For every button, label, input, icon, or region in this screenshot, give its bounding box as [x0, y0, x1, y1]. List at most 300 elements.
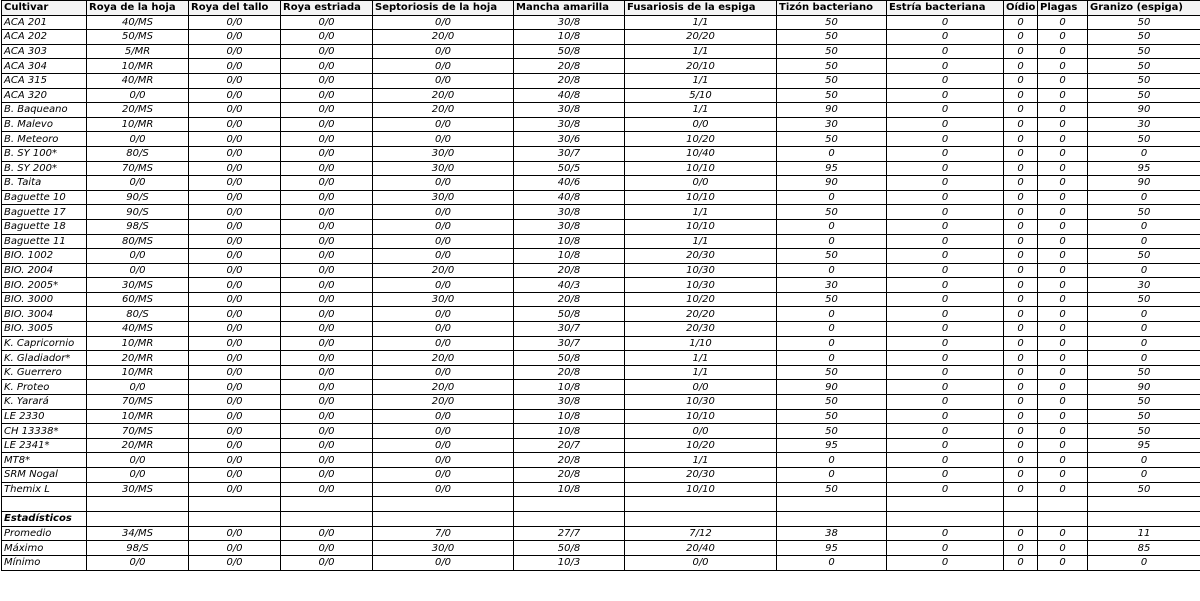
value-cell: 0 — [1004, 190, 1038, 205]
value-cell: 0/0 — [281, 292, 373, 307]
value-cell: 27/7 — [514, 526, 625, 541]
value-cell: 40/3 — [514, 278, 625, 293]
column-header: Fusariosis de la espiga — [625, 1, 777, 16]
value-cell: 0/0 — [373, 424, 514, 439]
value-cell: 0/0 — [189, 453, 281, 468]
value-cell: 10/30 — [625, 263, 777, 278]
value-cell: 0 — [1038, 59, 1088, 74]
value-cell: 90 — [777, 103, 887, 118]
value-cell: 0 — [1004, 526, 1038, 541]
value-cell: 30/7 — [514, 322, 625, 337]
empty-cell — [2, 497, 87, 512]
value-cell: 0 — [887, 307, 1004, 322]
value-cell: 0/0 — [189, 88, 281, 103]
value-cell: 0 — [1038, 132, 1088, 147]
row-label-cell: Baguette 17 — [2, 205, 87, 220]
value-cell: 0 — [1004, 453, 1038, 468]
value-cell: 0/0 — [281, 59, 373, 74]
value-cell: 50 — [777, 59, 887, 74]
value-cell: 20/MR — [87, 438, 189, 453]
value-cell: 0 — [887, 190, 1004, 205]
row-label-cell: BIO. 1002 — [2, 249, 87, 264]
empty-cell — [777, 512, 887, 527]
value-cell: 10/MR — [87, 336, 189, 351]
row-label-cell: Baguette 11 — [2, 234, 87, 249]
value-cell: 0 — [1004, 409, 1038, 424]
value-cell: 10/10 — [625, 219, 777, 234]
value-cell: 30/8 — [514, 395, 625, 410]
value-cell: 5/MR — [87, 44, 189, 59]
value-cell: 0 — [1088, 190, 1200, 205]
value-cell: 0/0 — [189, 555, 281, 570]
value-cell: 0 — [887, 176, 1004, 191]
value-cell: 0 — [887, 117, 1004, 132]
value-cell: 0 — [777, 322, 887, 337]
value-cell: 0 — [1038, 336, 1088, 351]
value-cell: 30 — [1088, 117, 1200, 132]
value-cell: 10/8 — [514, 249, 625, 264]
value-cell: 50 — [777, 482, 887, 497]
value-cell: 0/0 — [281, 336, 373, 351]
value-cell: 0 — [777, 351, 887, 366]
value-cell: 50/MS — [87, 30, 189, 45]
value-cell: 0 — [1038, 351, 1088, 366]
value-cell: 20/MR — [87, 351, 189, 366]
value-cell: 50/8 — [514, 351, 625, 366]
table-row — [2, 351, 1200, 366]
value-cell: 0 — [777, 307, 887, 322]
value-cell: 0 — [887, 30, 1004, 45]
value-cell: 0/0 — [373, 219, 514, 234]
value-cell: 50 — [777, 15, 887, 30]
value-cell: 0/0 — [189, 541, 281, 556]
row-label-cell: K. Capricornio — [2, 336, 87, 351]
value-cell: 30/8 — [514, 117, 625, 132]
value-cell: 0/0 — [189, 307, 281, 322]
value-cell: 10/3 — [514, 555, 625, 570]
value-cell: 0 — [1038, 146, 1088, 161]
value-cell: 0/0 — [281, 161, 373, 176]
value-cell: 0 — [887, 146, 1004, 161]
value-cell: 50 — [777, 395, 887, 410]
value-cell: 0 — [887, 249, 1004, 264]
value-cell: 30/8 — [514, 219, 625, 234]
value-cell: 0/0 — [281, 263, 373, 278]
value-cell: 20/8 — [514, 365, 625, 380]
table-row — [2, 88, 1200, 103]
row-label-cell: BIO. 3004 — [2, 307, 87, 322]
value-cell: 30 — [1088, 278, 1200, 293]
value-cell: 0 — [1038, 424, 1088, 439]
value-cell: 0 — [1088, 219, 1200, 234]
column-header: Roya de la hoja — [87, 1, 189, 16]
value-cell: 20/10 — [625, 59, 777, 74]
table-row — [2, 219, 1200, 234]
value-cell: 0/0 — [189, 103, 281, 118]
value-cell: 0/0 — [189, 73, 281, 88]
row-label-cell: BIO. 2005* — [2, 278, 87, 293]
value-cell: 0/0 — [373, 482, 514, 497]
value-cell: 0 — [1088, 351, 1200, 366]
value-cell: 0 — [1038, 380, 1088, 395]
value-cell: 1/1 — [625, 103, 777, 118]
value-cell: 20/0 — [373, 351, 514, 366]
value-cell: 0/0 — [373, 117, 514, 132]
value-cell: 0 — [1088, 453, 1200, 468]
value-cell: 1/1 — [625, 453, 777, 468]
value-cell: 0 — [887, 88, 1004, 103]
value-cell: 0/0 — [281, 73, 373, 88]
value-cell: 0 — [1004, 59, 1038, 74]
value-cell: 20/0 — [373, 88, 514, 103]
value-cell: 0 — [777, 146, 887, 161]
row-label-cell: LE 2330 — [2, 409, 87, 424]
value-cell: 95 — [777, 161, 887, 176]
value-cell: 30/0 — [373, 541, 514, 556]
value-cell: 10/20 — [625, 292, 777, 307]
value-cell: 0 — [887, 541, 1004, 556]
value-cell: 7/12 — [625, 526, 777, 541]
value-cell: 0 — [1038, 190, 1088, 205]
value-cell: 0 — [1004, 424, 1038, 439]
row-label-cell: B. SY 100* — [2, 146, 87, 161]
value-cell: 95 — [777, 541, 887, 556]
row-label-cell: Mínimo — [2, 555, 87, 570]
value-cell: 0 — [1004, 292, 1038, 307]
value-cell: 0/0 — [189, 526, 281, 541]
value-cell: 20/30 — [625, 468, 777, 483]
value-cell: 0 — [887, 292, 1004, 307]
value-cell: 50 — [1088, 424, 1200, 439]
value-cell: 50 — [1088, 59, 1200, 74]
separator-row — [2, 497, 1200, 512]
value-cell: 0 — [887, 205, 1004, 220]
value-cell: 50 — [777, 249, 887, 264]
value-cell: 0 — [1004, 234, 1038, 249]
value-cell: 0/0 — [625, 380, 777, 395]
value-cell: 0 — [887, 424, 1004, 439]
value-cell: 50 — [1088, 30, 1200, 45]
value-cell: 0/0 — [189, 409, 281, 424]
value-cell: 0/0 — [281, 176, 373, 191]
value-cell: 0/0 — [281, 249, 373, 264]
value-cell: 20/7 — [514, 438, 625, 453]
value-cell: 0 — [1088, 307, 1200, 322]
value-cell: 0/0 — [281, 541, 373, 556]
value-cell: 50 — [777, 88, 887, 103]
value-cell: 0 — [887, 278, 1004, 293]
value-cell: 0/0 — [87, 132, 189, 147]
table-row — [2, 176, 1200, 191]
value-cell: 0/0 — [281, 409, 373, 424]
value-cell: 0 — [1038, 541, 1088, 556]
value-cell: 0/0 — [189, 424, 281, 439]
table-row — [2, 59, 1200, 74]
value-cell: 0 — [777, 555, 887, 570]
value-cell: 0/0 — [281, 219, 373, 234]
value-cell: 0/0 — [87, 249, 189, 264]
value-cell: 30/MS — [87, 278, 189, 293]
empty-cell — [1004, 497, 1038, 512]
value-cell: 50 — [777, 424, 887, 439]
empty-cell — [625, 497, 777, 512]
value-cell: 5/10 — [625, 88, 777, 103]
value-cell: 0/0 — [281, 117, 373, 132]
value-cell: 30/0 — [373, 161, 514, 176]
value-cell: 0/0 — [87, 453, 189, 468]
value-cell: 0 — [1004, 73, 1038, 88]
value-cell: 0 — [1038, 117, 1088, 132]
empty-cell — [189, 512, 281, 527]
value-cell: 0 — [1004, 541, 1038, 556]
value-cell: 0/0 — [189, 322, 281, 337]
empty-cell — [87, 512, 189, 527]
value-cell: 0/0 — [189, 132, 281, 147]
value-cell: 0/0 — [373, 234, 514, 249]
value-cell: 0 — [887, 482, 1004, 497]
value-cell: 0/0 — [189, 234, 281, 249]
value-cell: 20/8 — [514, 468, 625, 483]
value-cell: 0/0 — [281, 351, 373, 366]
value-cell: 0 — [1088, 234, 1200, 249]
value-cell: 30/8 — [514, 15, 625, 30]
value-cell: 10/MR — [87, 365, 189, 380]
value-cell: 40/MS — [87, 15, 189, 30]
row-label-cell: B. SY 200* — [2, 161, 87, 176]
value-cell: 70/MS — [87, 161, 189, 176]
table-row — [2, 307, 1200, 322]
value-cell: 0/0 — [281, 453, 373, 468]
value-cell: 0/0 — [281, 468, 373, 483]
value-cell: 40/6 — [514, 176, 625, 191]
value-cell: 0 — [777, 453, 887, 468]
value-cell: 0/0 — [281, 526, 373, 541]
value-cell: 0 — [887, 555, 1004, 570]
table-row — [2, 44, 1200, 59]
column-header: Estría bacteriana — [887, 1, 1004, 16]
value-cell: 0/0 — [281, 190, 373, 205]
value-cell: 85 — [1088, 541, 1200, 556]
value-cell: 40/MS — [87, 322, 189, 337]
value-cell: 0 — [777, 263, 887, 278]
value-cell: 0 — [1038, 322, 1088, 337]
value-cell: 0/0 — [189, 395, 281, 410]
value-cell: 90 — [1088, 176, 1200, 191]
value-cell: 10/10 — [625, 482, 777, 497]
table-row — [2, 205, 1200, 220]
row-label-cell: ACA 303 — [2, 44, 87, 59]
empty-cell — [189, 497, 281, 512]
value-cell: 30/8 — [514, 103, 625, 118]
value-cell: 0/0 — [189, 44, 281, 59]
value-cell: 1/1 — [625, 73, 777, 88]
value-cell: 0 — [1038, 161, 1088, 176]
value-cell: 0/0 — [373, 205, 514, 220]
value-cell: 0 — [1038, 73, 1088, 88]
value-cell: 10/MR — [87, 117, 189, 132]
value-cell: 10/20 — [625, 438, 777, 453]
value-cell: 0 — [1004, 161, 1038, 176]
row-label-cell: K. Proteo — [2, 380, 87, 395]
value-cell: 40/MR — [87, 73, 189, 88]
value-cell: 50 — [1088, 249, 1200, 264]
empty-cell — [1004, 512, 1038, 527]
value-cell: 30/7 — [514, 336, 625, 351]
empty-cell — [625, 512, 777, 527]
table-row — [2, 103, 1200, 118]
value-cell: 0/0 — [189, 365, 281, 380]
value-cell: 20/8 — [514, 263, 625, 278]
value-cell: 0/0 — [281, 555, 373, 570]
value-cell: 0/0 — [281, 146, 373, 161]
column-header: Septoriosis de la hoja — [373, 1, 514, 16]
value-cell: 0 — [1038, 234, 1088, 249]
value-cell: 0 — [887, 468, 1004, 483]
value-cell: 0/0 — [189, 30, 281, 45]
empty-cell — [1038, 512, 1088, 527]
value-cell: 50 — [777, 292, 887, 307]
column-header: Tizón bacteriano — [777, 1, 887, 16]
row-label-cell: SRM Nogal — [2, 468, 87, 483]
table-row — [2, 409, 1200, 424]
value-cell: 20/8 — [514, 73, 625, 88]
value-cell: 20/8 — [514, 453, 625, 468]
value-cell: 1/1 — [625, 365, 777, 380]
value-cell: 20/8 — [514, 292, 625, 307]
value-cell: 0 — [887, 395, 1004, 410]
column-header: Roya estriada — [281, 1, 373, 16]
row-label-cell: BIO. 3005 — [2, 322, 87, 337]
empty-cell — [777, 497, 887, 512]
column-header: Cultivar — [2, 1, 87, 16]
value-cell: 0/0 — [189, 219, 281, 234]
value-cell: 0/0 — [87, 380, 189, 395]
value-cell: 70/MS — [87, 395, 189, 410]
value-cell: 0 — [1088, 336, 1200, 351]
value-cell: 10/8 — [514, 482, 625, 497]
row-label-cell: MT8* — [2, 453, 87, 468]
value-cell: 0/0 — [281, 278, 373, 293]
value-cell: 0 — [1004, 307, 1038, 322]
value-cell: 50 — [777, 44, 887, 59]
value-cell: 10/MR — [87, 59, 189, 74]
value-cell: 0/0 — [373, 365, 514, 380]
table-row — [2, 249, 1200, 264]
value-cell: 10/8 — [514, 234, 625, 249]
row-label-cell: B. Meteoro — [2, 132, 87, 147]
value-cell: 90/S — [87, 205, 189, 220]
value-cell: 0/0 — [281, 234, 373, 249]
value-cell: 0 — [1038, 526, 1088, 541]
row-label-cell: BIO. 2004 — [2, 263, 87, 278]
value-cell: 0/0 — [189, 205, 281, 220]
value-cell: 0 — [1038, 468, 1088, 483]
value-cell: 50 — [1088, 482, 1200, 497]
value-cell: 0/0 — [87, 468, 189, 483]
row-label-cell: ACA 202 — [2, 30, 87, 45]
value-cell: 0/0 — [281, 322, 373, 337]
value-cell: 0 — [1038, 278, 1088, 293]
value-cell: 0 — [1004, 44, 1038, 59]
value-cell: 0/0 — [373, 249, 514, 264]
value-cell: 0/0 — [189, 278, 281, 293]
table-row — [2, 73, 1200, 88]
value-cell: 0 — [1004, 322, 1038, 337]
table-row — [2, 322, 1200, 337]
value-cell: 20/30 — [625, 249, 777, 264]
value-cell: 0 — [1038, 30, 1088, 45]
value-cell: 0/0 — [281, 15, 373, 30]
value-cell: 0/0 — [281, 132, 373, 147]
value-cell: 0/0 — [281, 205, 373, 220]
value-cell: 0 — [1004, 205, 1038, 220]
value-cell: 30/8 — [514, 205, 625, 220]
value-cell: 0/0 — [189, 146, 281, 161]
row-label-cell: LE 2341* — [2, 438, 87, 453]
row-label-cell: K. Yarará — [2, 395, 87, 410]
value-cell: 11 — [1088, 526, 1200, 541]
empty-cell — [87, 497, 189, 512]
value-cell: 0 — [1004, 263, 1038, 278]
value-cell: 0 — [1004, 146, 1038, 161]
row-label-cell: Promedio — [2, 526, 87, 541]
table-row — [2, 117, 1200, 132]
value-cell: 0 — [1038, 88, 1088, 103]
value-cell: 0 — [1004, 103, 1038, 118]
value-cell: 0 — [777, 468, 887, 483]
value-cell: 1/1 — [625, 234, 777, 249]
value-cell: 50/8 — [514, 307, 625, 322]
value-cell: 0/0 — [625, 555, 777, 570]
value-cell: 10/8 — [514, 424, 625, 439]
table-row — [2, 365, 1200, 380]
row-label-cell: B. Baqueano — [2, 103, 87, 118]
value-cell: 0 — [1038, 482, 1088, 497]
value-cell: 0 — [887, 409, 1004, 424]
value-cell: 98/S — [87, 541, 189, 556]
value-cell: 50 — [777, 73, 887, 88]
value-cell: 0/0 — [373, 468, 514, 483]
value-cell: 0/0 — [281, 365, 373, 380]
value-cell: 0/0 — [87, 263, 189, 278]
table-body — [2, 15, 1200, 570]
stats-row — [2, 526, 1200, 541]
empty-cell — [1088, 512, 1200, 527]
value-cell: 0 — [1088, 555, 1200, 570]
table-row — [2, 482, 1200, 497]
value-cell: 0 — [1004, 278, 1038, 293]
value-cell: 50 — [1088, 292, 1200, 307]
table-row — [2, 146, 1200, 161]
value-cell: 0/0 — [625, 117, 777, 132]
value-cell: 0/0 — [373, 73, 514, 88]
value-cell: 0 — [1038, 205, 1088, 220]
value-cell: 0 — [887, 73, 1004, 88]
value-cell: 10/8 — [514, 380, 625, 395]
value-cell: 0/0 — [189, 438, 281, 453]
value-cell: 95 — [1088, 438, 1200, 453]
value-cell: 0 — [1038, 292, 1088, 307]
value-cell: 90 — [777, 380, 887, 395]
value-cell: 0 — [887, 365, 1004, 380]
row-label-cell: ACA 304 — [2, 59, 87, 74]
value-cell: 50 — [1088, 15, 1200, 30]
value-cell: 50/5 — [514, 161, 625, 176]
value-cell: 20/MS — [87, 103, 189, 118]
value-cell: 50 — [1088, 44, 1200, 59]
value-cell: 0/0 — [281, 424, 373, 439]
table-row — [2, 161, 1200, 176]
